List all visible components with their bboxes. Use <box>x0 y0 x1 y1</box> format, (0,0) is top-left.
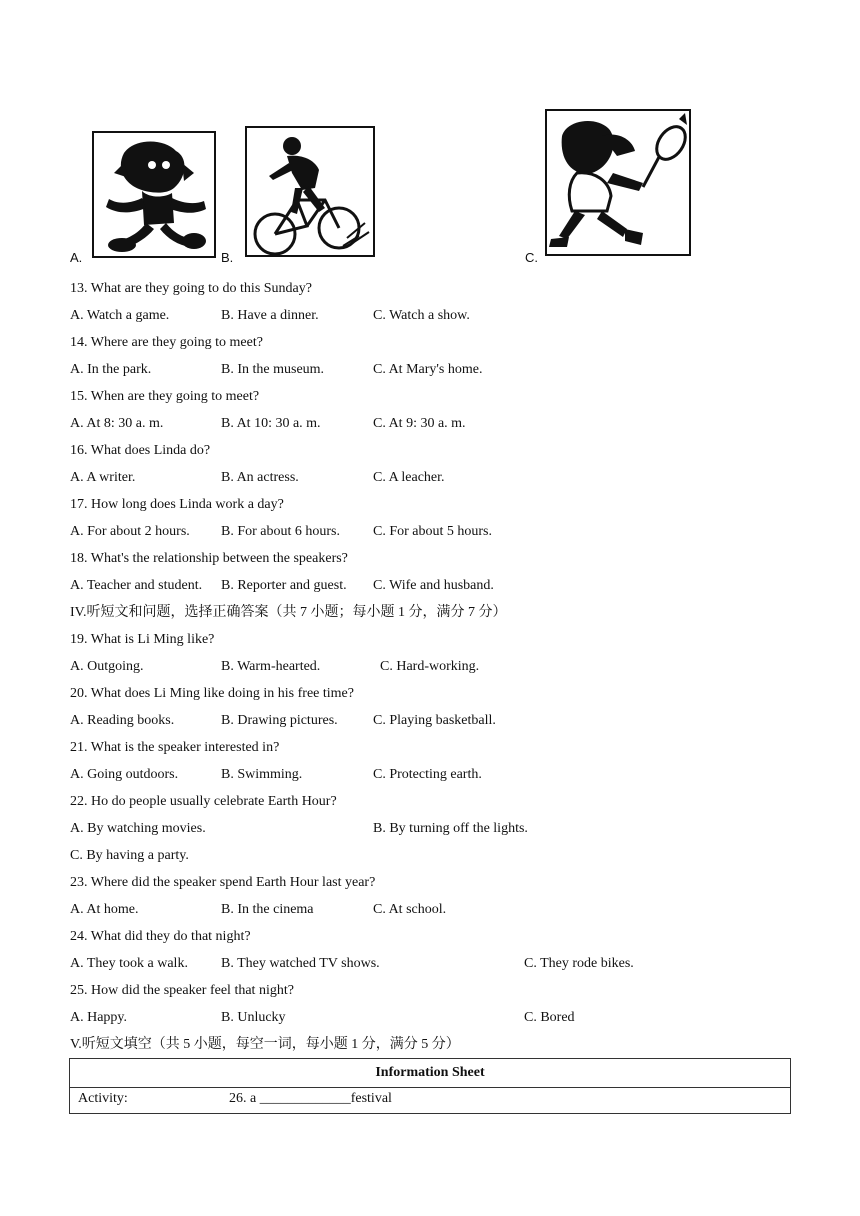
question-13: 13. What are they going to do this Sunday? <box>70 281 312 296</box>
running-boy-icon <box>94 133 214 256</box>
option-17-b[interactable]: B. For about 6 hours. <box>221 524 340 539</box>
picture-c-label: C. <box>525 250 538 265</box>
question-21: 21. What is the speaker interested in? <box>70 740 280 755</box>
option-24-b[interactable]: B. They watched TV shows. <box>221 956 380 971</box>
option-19-c[interactable]: C. Hard-working. <box>380 659 480 674</box>
option-17-a[interactable]: A. For about 2 hours. <box>70 524 190 539</box>
question-15: 15. When are they going to meet? <box>70 389 260 404</box>
option-16-a[interactable]: A. A writer. <box>70 470 136 485</box>
option-25-c[interactable]: C. Bored <box>524 1010 575 1025</box>
option-15-a[interactable]: A. At 8: 30 a. m. <box>70 416 164 431</box>
option-22-a[interactable]: A. By watching movies. <box>70 821 206 836</box>
picture-a-label: A. <box>70 250 83 265</box>
option-16-b[interactable]: B. An actress. <box>221 470 299 485</box>
section-4-heading: IV.听短文和问题，选择正确答案（共 7 小题；每小题 1 分，满分 7 分） <box>70 605 507 620</box>
option-18-c[interactable]: C. Wife and husband. <box>373 578 494 593</box>
picture-c <box>545 109 691 256</box>
option-15-b[interactable]: B. At 10: 30 a. m. <box>221 416 321 431</box>
information-sheet <box>69 1058 791 1114</box>
option-23-a[interactable]: A. At home. <box>70 902 139 917</box>
activity-blank-26[interactable]: 26. a _____________festival <box>229 1091 392 1106</box>
option-24-c[interactable]: C. They rode bikes. <box>524 956 634 971</box>
question-19: 19. What is Li Ming like? <box>70 632 215 647</box>
option-21-b[interactable]: B. Swimming. <box>221 767 303 782</box>
option-16-c[interactable]: C. A leacher. <box>373 470 445 485</box>
question-14: 14. Where are they going to meet? <box>70 335 263 350</box>
question-22: 22. Ho do people usually celebrate Earth Hour? <box>70 794 337 809</box>
picture-b-label: B. <box>221 250 234 265</box>
cyclist-icon <box>247 128 373 255</box>
question-23: 23. Where did the speaker spend Earth Hour last year? <box>70 875 376 890</box>
option-13-b[interactable]: B. Have a dinner. <box>221 308 319 323</box>
option-14-c[interactable]: C. At Mary's home. <box>373 362 483 377</box>
option-25-b[interactable]: B. Unlucky <box>221 1010 286 1025</box>
question-24: 24. What did they do that night? <box>70 929 251 944</box>
option-21-c[interactable]: C. Protecting earth. <box>373 767 482 782</box>
badminton-player-icon <box>547 111 689 254</box>
option-14-a[interactable]: A. In the park. <box>70 362 152 377</box>
option-23-b[interactable]: B. In the cinema <box>221 902 314 917</box>
option-14-b[interactable]: B. In the museum. <box>221 362 325 377</box>
option-20-a[interactable]: A. Reading books. <box>70 713 175 728</box>
picture-b <box>245 126 375 257</box>
question-16: 16. What does Linda do? <box>70 443 211 458</box>
information-sheet-title: Information Sheet <box>70 1059 790 1088</box>
option-18-b[interactable]: B. Reporter and guest. <box>221 578 347 593</box>
option-20-b[interactable]: B. Drawing pictures. <box>221 713 338 728</box>
option-24-a[interactable]: A. They took a walk. <box>70 956 188 971</box>
option-13-a[interactable]: A. Watch a game. <box>70 308 170 323</box>
option-13-c[interactable]: C. Watch a show. <box>373 308 470 323</box>
option-15-c[interactable]: C. At 9: 30 a. m. <box>373 416 466 431</box>
option-23-c[interactable]: C. At school. <box>373 902 447 917</box>
option-22-c[interactable]: C. By having a party. <box>70 848 189 863</box>
activity-label: Activity: <box>78 1091 128 1106</box>
question-18: 18. What's the relationship between the speakers? <box>70 551 348 566</box>
option-17-c[interactable]: C. For about 5 hours. <box>373 524 492 539</box>
option-22-b[interactable]: B. By turning off the lights. <box>373 821 528 836</box>
picture-options <box>0 0 860 270</box>
option-19-a[interactable]: A. Outgoing. <box>70 659 144 674</box>
question-25: 25. How did the speaker feel that night? <box>70 983 294 998</box>
option-25-a[interactable]: A. Happy. <box>70 1010 128 1025</box>
option-19-b[interactable]: B. Warm-hearted. <box>221 659 321 674</box>
option-20-c[interactable]: C. Playing basketball. <box>373 713 496 728</box>
picture-a <box>92 131 216 258</box>
option-21-a[interactable]: A. Going outdoors. <box>70 767 179 782</box>
option-18-a[interactable]: A. Teacher and student. <box>70 578 203 593</box>
question-20: 20. What does Li Ming like doing in his free time? <box>70 686 354 701</box>
question-17: 17. How long does Linda work a day? <box>70 497 284 512</box>
section-5-heading: V.听短文填空（共 5 小题，每空一词，每小题 1 分，满分 5 分） <box>70 1037 460 1052</box>
